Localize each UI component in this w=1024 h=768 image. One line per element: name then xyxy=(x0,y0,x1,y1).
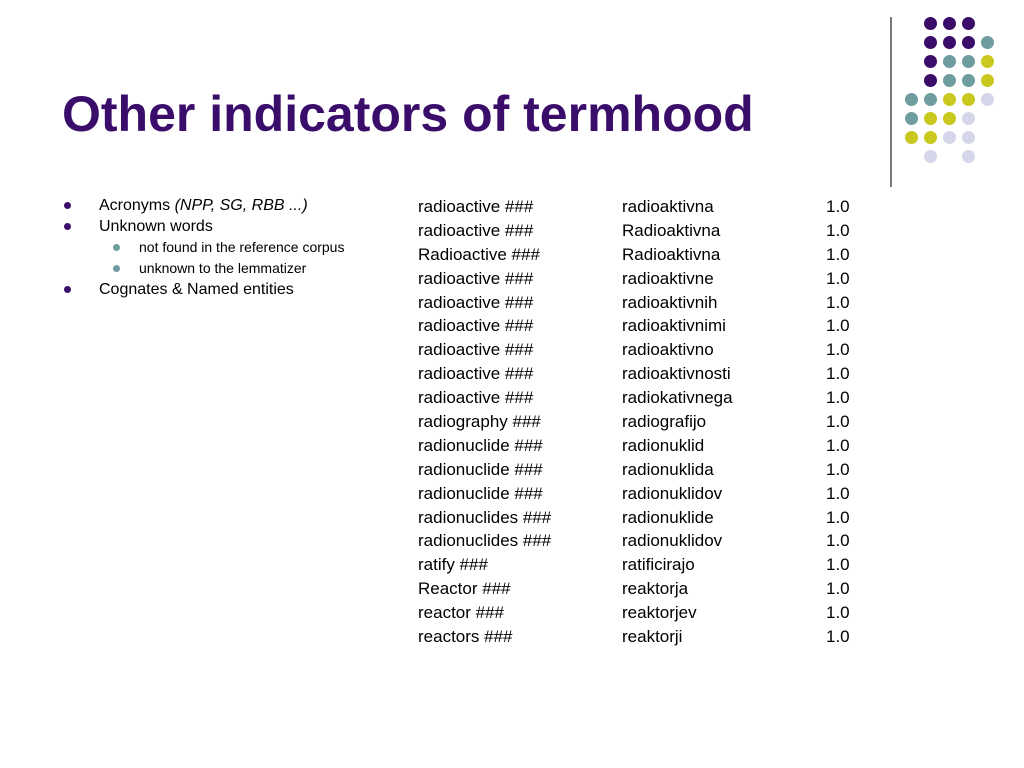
table-row xyxy=(418,386,866,410)
target-term-cell: ratificirajo xyxy=(622,555,695,575)
decorative-dot xyxy=(943,112,956,125)
decorative-dot xyxy=(962,55,975,68)
decorative-dot xyxy=(962,112,975,125)
table-row xyxy=(418,267,866,291)
score-cell: 1.0 xyxy=(826,364,850,384)
sub-bullet-text: not found in the reference corpus xyxy=(139,239,345,255)
target-term-cell: radionuklidov xyxy=(622,483,723,503)
score-cell: 1.0 xyxy=(826,579,850,599)
target-term-cell: radioaktivne xyxy=(622,268,714,288)
score-cell: 1.0 xyxy=(826,197,850,216)
decorative-dot xyxy=(981,74,994,87)
vertical-divider xyxy=(890,17,892,187)
table-row xyxy=(418,195,866,219)
decorative-dot xyxy=(905,112,918,125)
score-cell: 1.0 xyxy=(826,220,850,240)
score-cell: 1.0 xyxy=(826,555,850,575)
source-term-cell: reactors ### xyxy=(418,627,513,647)
source-term-cell: radioactive ### xyxy=(418,197,534,216)
bullet-cognates xyxy=(64,279,344,300)
table-row xyxy=(418,434,866,458)
sub-bullet-lemmatizer xyxy=(64,258,344,279)
table-row xyxy=(418,410,866,434)
table-row xyxy=(418,243,866,267)
decorative-dot xyxy=(905,93,918,106)
decorative-dot xyxy=(943,131,956,144)
slide-title: Other indicators of termhood xyxy=(62,86,754,142)
target-term-cell: radionuklida xyxy=(622,459,714,479)
score-cell: 1.0 xyxy=(826,459,850,479)
decorative-dot xyxy=(981,93,994,106)
source-term-cell: reactor ### xyxy=(418,603,504,623)
source-term-cell: radioactive ### xyxy=(418,268,534,288)
source-term-cell: radionuclide ### xyxy=(418,459,543,479)
target-term-cell: Radioaktivna xyxy=(622,244,721,264)
decorative-dot xyxy=(924,112,937,125)
source-term-cell: radionuclide ### xyxy=(418,435,543,455)
target-term-cell: reaktorja xyxy=(622,579,689,599)
source-term-cell: radioactive ### xyxy=(418,364,534,384)
score-cell: 1.0 xyxy=(826,483,850,503)
table-row xyxy=(418,529,866,553)
target-term-cell: radionuklid xyxy=(622,435,705,455)
score-cell: 1.0 xyxy=(826,316,850,336)
target-term-cell: radioaktivno xyxy=(622,340,714,360)
target-term-cell: radiokativnega xyxy=(622,388,733,408)
decorative-dot xyxy=(943,74,956,87)
table-row xyxy=(418,577,866,601)
source-term-cell: radionuclides ### xyxy=(418,507,552,527)
decorative-dot xyxy=(943,55,956,68)
table-row xyxy=(418,362,866,386)
decorative-dot xyxy=(943,17,956,30)
target-term-cell: radioaktivnimi xyxy=(622,316,726,336)
decorative-dot xyxy=(981,36,994,49)
bullet-italic-text: (NPP, SG, RBB ...) xyxy=(174,197,308,214)
table-row xyxy=(418,458,866,482)
score-cell: 1.0 xyxy=(826,292,850,312)
decorative-dot xyxy=(924,55,937,68)
table-row xyxy=(418,601,866,625)
source-term-cell: Radioactive ### xyxy=(418,244,540,264)
decorative-dot xyxy=(962,150,975,163)
source-term-cell: radioactive ### xyxy=(418,316,534,336)
source-term-cell: radionuclides ### xyxy=(418,531,552,551)
decorative-dot xyxy=(962,74,975,87)
decorative-dot xyxy=(962,93,975,106)
score-cell: 1.0 xyxy=(826,627,850,647)
score-cell: 1.0 xyxy=(826,268,850,288)
source-term-cell: radioactive ### xyxy=(418,292,534,312)
score-cell: 1.0 xyxy=(826,603,850,623)
bullet-text: Acronyms xyxy=(99,197,175,214)
table-row xyxy=(418,219,866,243)
bullet-unknown-words xyxy=(64,216,344,237)
target-term-cell: radioaktivnih xyxy=(622,292,718,312)
term-table xyxy=(418,195,866,649)
target-term-cell: reaktorji xyxy=(622,627,683,647)
decorative-dot xyxy=(943,36,956,49)
score-cell: 1.0 xyxy=(826,435,850,455)
bullet-text: Cognates & Named entities xyxy=(99,281,294,298)
decorative-dot xyxy=(924,17,937,30)
decorative-dot xyxy=(924,131,937,144)
table-row xyxy=(418,291,866,315)
decorative-dot xyxy=(924,150,937,163)
decorative-dot xyxy=(943,93,956,106)
score-cell: 1.0 xyxy=(826,507,850,527)
table-row xyxy=(418,506,866,530)
sub-bullet-reference-corpus xyxy=(64,237,344,258)
decorative-dot xyxy=(924,93,937,106)
target-term-cell: radioaktivna xyxy=(622,197,714,216)
bullet-list xyxy=(64,195,344,300)
table-row xyxy=(418,625,866,649)
target-term-cell: Radioaktivna xyxy=(622,220,721,240)
target-term-cell: radiografijo xyxy=(622,412,707,432)
score-cell: 1.0 xyxy=(826,531,850,551)
score-cell: 1.0 xyxy=(826,388,850,408)
score-cell: 1.0 xyxy=(826,244,850,264)
score-cell: 1.0 xyxy=(826,340,850,360)
decorative-dot xyxy=(905,131,918,144)
source-term-cell: radionuclide ### xyxy=(418,483,543,503)
table-row xyxy=(418,482,866,506)
score-cell: 1.0 xyxy=(826,412,850,432)
source-term-cell: radioactive ### xyxy=(418,220,534,240)
target-term-cell: radionuklidov xyxy=(622,531,723,551)
source-term-cell: Reactor ### xyxy=(418,579,511,599)
decorative-dot xyxy=(962,131,975,144)
target-term-cell: radionuklide xyxy=(622,507,714,527)
decorative-dot xyxy=(924,74,937,87)
decorative-dot xyxy=(981,55,994,68)
target-term-cell: reaktorjev xyxy=(622,603,697,623)
decorative-dot xyxy=(962,36,975,49)
source-term-cell: ratify ### xyxy=(418,555,488,575)
target-term-cell: radioaktivnosti xyxy=(622,364,731,384)
table-row xyxy=(418,553,866,577)
decorative-dot xyxy=(924,36,937,49)
source-term-cell: radioactive ### xyxy=(418,388,534,408)
decorative-dot xyxy=(962,17,975,30)
bullet-acronyms xyxy=(64,195,344,216)
sub-bullet-text: unknown to the lemmatizer xyxy=(139,260,307,276)
source-term-cell: radioactive ### xyxy=(418,340,534,360)
table-row xyxy=(418,338,866,362)
bullet-text: Unknown words xyxy=(99,218,213,235)
table-row xyxy=(418,314,866,338)
source-term-cell: radiography ### xyxy=(418,412,541,432)
